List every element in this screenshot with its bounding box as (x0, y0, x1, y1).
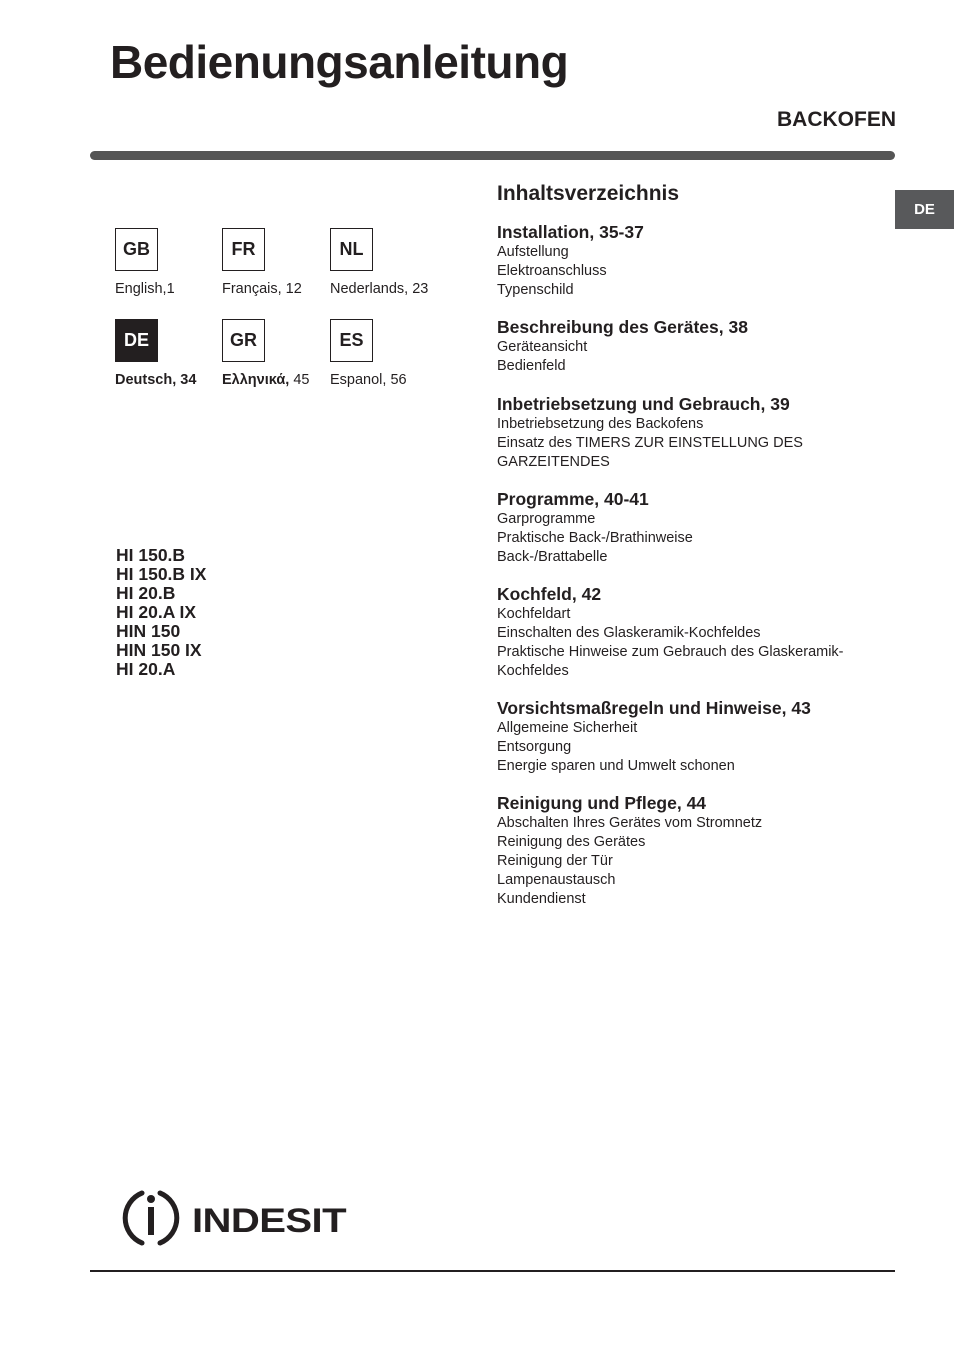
model-item: HI 20.A IX (116, 602, 197, 622)
footer-divider (90, 1270, 895, 1272)
model-item: HI 20.B (116, 583, 176, 603)
language-name-gr-bold: Ελληνικά, (222, 372, 290, 388)
toc-item: Kochfeldart (497, 606, 571, 622)
language-code-gr: GR (222, 319, 265, 362)
toc-section-beschreibung (497, 316, 748, 376)
toc-heading[interactable]: Programme, 40-41 (497, 489, 649, 509)
model-list (116, 546, 206, 679)
toc-item: Inbetriebsetzung des Backofens (497, 416, 704, 432)
toc-section-programme (497, 488, 693, 567)
language-code-fr: FR (222, 228, 265, 271)
model-item: HIN 150 IX (116, 640, 202, 660)
indesit-logo (120, 1185, 350, 1250)
toc-item: Elektroanschluss (497, 263, 607, 279)
toc-item: Reinigung der Tür (497, 853, 613, 869)
toc-item: Abschalten Ihres Gerätes vom Stromnetz (497, 815, 763, 831)
toc-item: Kochfeldes (497, 663, 569, 679)
toc-item: Typenschild (497, 282, 574, 298)
toc-item: Bedienfeld (497, 358, 566, 374)
model-item: HIN 150 (116, 621, 181, 641)
toc-item: Entsorgung (497, 739, 572, 755)
toc-item: Reinigung des Gerätes (497, 834, 646, 850)
toc-heading[interactable]: Vorsichtsmaßregeln und Hinweise, 43 (497, 698, 811, 718)
toc-item: Lampenaustausch (497, 872, 616, 888)
language-code-gb: GB (115, 228, 158, 271)
toc-item: Geräteansicht (497, 339, 588, 355)
language-name-nl: Nederlands, 23 (330, 281, 429, 297)
language-side-tab: DE (895, 190, 954, 229)
toc-item: Garprogramme (497, 511, 596, 527)
toc-section-installation (497, 221, 644, 300)
header-divider (90, 151, 895, 160)
toc-section-kochfeld (497, 583, 844, 681)
toc-item: Energie sparen und Umwelt schonen (497, 758, 735, 774)
language-code-de: DE (115, 319, 158, 362)
language-link-es[interactable] (330, 319, 440, 388)
language-link-nl[interactable] (330, 228, 440, 297)
language-code-es: ES (330, 319, 373, 362)
language-link-fr[interactable] (222, 228, 332, 297)
toc-item: Allgemeine Sicherheit (497, 720, 638, 736)
model-item: HI 150.B IX (116, 564, 207, 584)
toc-item: Back-/Brattabelle (497, 549, 608, 565)
language-link-gr[interactable] (222, 319, 332, 388)
model-item: HI 150.B (116, 545, 186, 565)
language-name-fr: Français, 12 (222, 281, 302, 297)
toc-section-reinigung (497, 792, 762, 909)
toc-title: Inhaltsverzeichnis (497, 182, 680, 205)
toc-item: Praktische Back-/Brathinweise (497, 530, 693, 546)
svg-text:INDESIT: INDESIT (192, 1202, 347, 1240)
language-link-de[interactable] (115, 319, 225, 388)
language-name-gr-page: 45 (289, 372, 310, 388)
toc-item: Kundendienst (497, 891, 586, 907)
language-name-de: Deutsch, 34 (115, 372, 197, 388)
product-type: BACKOFEN (777, 108, 896, 131)
toc-item: Einschalten des Glaskeramik-Kochfeldes (497, 625, 761, 641)
toc-heading[interactable]: Beschreibung des Gerätes, 38 (497, 317, 748, 337)
table-of-contents (497, 180, 877, 907)
toc-section-vorsichtsmassregeln (497, 697, 811, 776)
language-name-gb: English,1 (115, 281, 175, 297)
toc-heading[interactable]: Kochfeld, 42 (497, 584, 602, 604)
toc-heading[interactable]: Installation, 35-37 (497, 222, 644, 242)
toc-item: Einsatz des TIMERS ZUR EINSTELLUNG DES (497, 435, 803, 451)
toc-heading[interactable]: Reinigung und Pflege, 44 (497, 793, 707, 813)
toc-heading[interactable]: Inbetriebsetzung und Gebrauch, 39 (497, 394, 790, 414)
toc-item: Aufstellung (497, 244, 569, 260)
toc-item: GARZEITENDES (497, 454, 610, 470)
language-code-nl: NL (330, 228, 373, 271)
toc-section-inbetriebsetzung (497, 393, 803, 472)
language-link-gb[interactable] (115, 228, 225, 297)
toc-item: Praktische Hinweise zum Gebrauch des Glaskeramik- (497, 644, 844, 660)
language-name-gr (222, 372, 332, 388)
language-name-es: Espanol, 56 (330, 372, 407, 388)
model-item: HI 20.A (116, 659, 176, 679)
page-title: Bedienungsanleitung (110, 36, 569, 88)
